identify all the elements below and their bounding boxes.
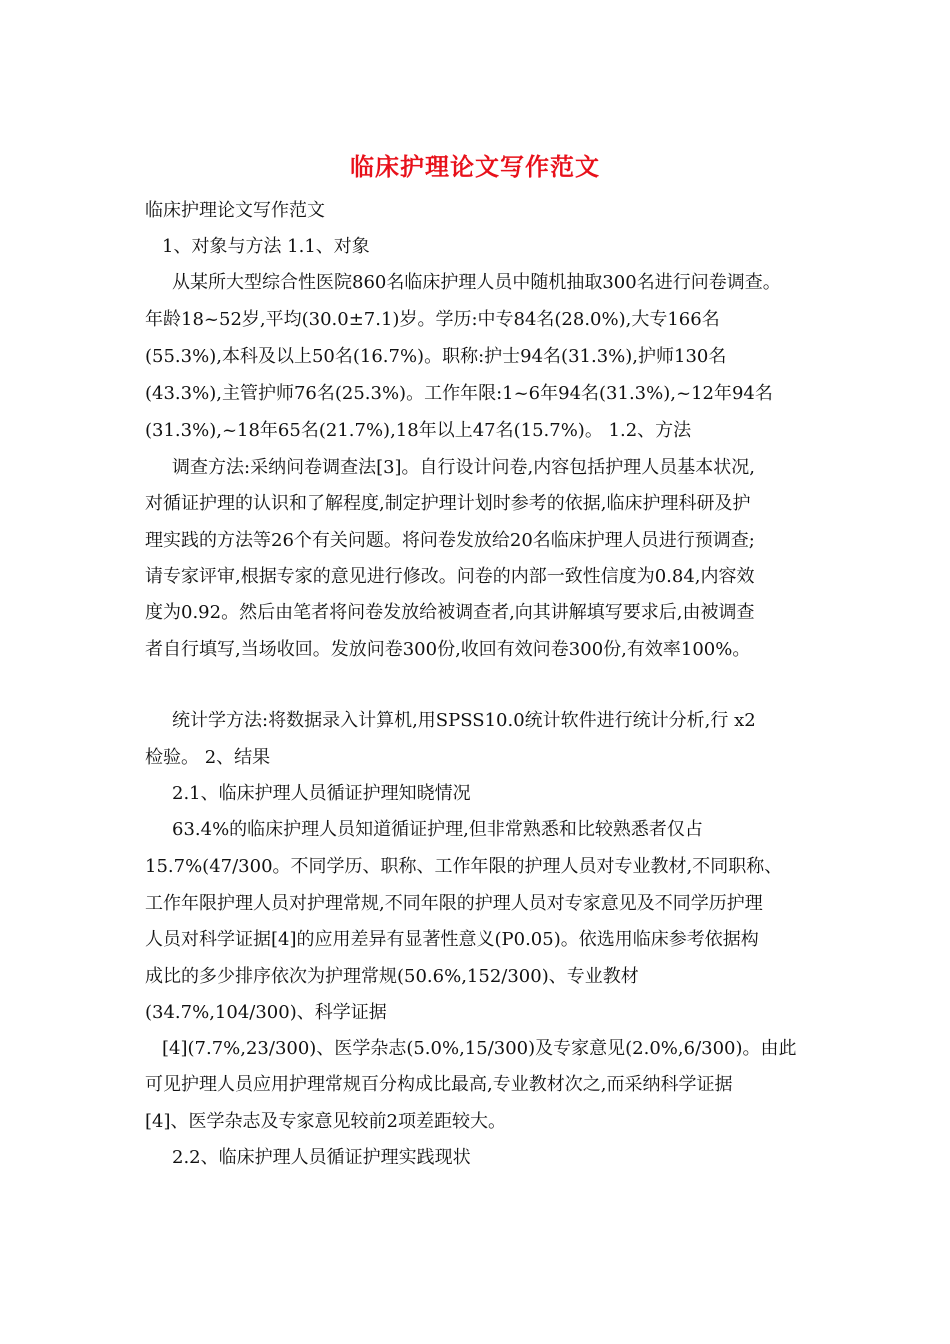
paragraph-line: (55.3%),本科及以上50名(16.7%)。职称:护士94名(31.3%),护师130名 [145, 346, 727, 367]
paragraph-line: 年龄18~52岁,平均(30.0±7.1)岁。学历:中专84名(28.0%),大专166名 [145, 309, 720, 330]
paragraph-line: 者自行填写,当场收回。发放问卷300份,收回有效问卷300份,有效率100%。 [145, 639, 751, 660]
paragraph-line: 工作年限护理人员对护理常规,不同年限的护理人员对专家意见及不同学历护理 [145, 893, 763, 914]
paragraph-line: 度为0.92。然后由笔者将问卷发放给被调查者,向其讲解填写要求后,由被调查 [145, 602, 755, 623]
paragraph-line: 检验。 2、结果 [145, 747, 271, 768]
paragraph-line: [4](7.7%,23/300)、医学杂志(5.0%,15/300)及专家意见(2.0%,6/300)。由此 [162, 1038, 797, 1059]
paragraph-line: 63.4%的临床护理人员知道循证护理,但非常熟悉和比较熟悉者仅占 [172, 819, 703, 840]
section-heading-line: 2.2、临床护理人员循证护理实践现状 [172, 1147, 471, 1168]
subtitle-line: 临床护理论文写作范文 [145, 200, 325, 221]
section-heading-line: 2.1、临床护理人员循证护理知晓情况 [172, 783, 471, 804]
paragraph-line: 成比的多少排序依次为护理常规(50.6%,152/300)、专业教材 [145, 966, 639, 987]
paragraph-line: 请专家评审,根据专家的意见进行修改。问卷的内部一致性信度为0.84,内容效 [145, 566, 755, 587]
paragraph-line: 从某所大型综合性医院860名临床护理人员中随机抽取300名进行问卷调查。 [172, 272, 781, 293]
section-heading-line: 1、对象与方法 1.1、对象 [162, 236, 370, 257]
paragraph-line: [4]、医学杂志及专家意见较前2项差距较大。 [145, 1111, 506, 1132]
paragraph-line: 15.7%(47/300。不同学历、职称、工作年限的护理人员对专业教材,不同职称、 [145, 856, 783, 877]
paragraph-line: 统计学方法:将数据录入计算机,用SPSS10.0统计软件进行统计分析,行 x2 [172, 710, 756, 731]
paragraph-line: 可见护理人员应用护理常规百分构成比最高,专业教材次之,而采纳科学证据 [145, 1074, 733, 1095]
paragraph-line: (43.3%),主管护师76名(25.3%)。工作年限:1~6年94名(31.3%),~12年94名 [145, 383, 773, 404]
paragraph-line: (34.7%,104/300)、科学证据 [145, 1002, 387, 1023]
document-title: 临床护理论文写作范文 [350, 152, 600, 181]
paragraph-line: 理实践的方法等26个有关问题。将问卷发放给20名临床护理人员进行预调查; [145, 530, 755, 551]
paragraph-line: 调查方法:采纳问卷调查法[3]。自行设计问卷,内容包括护理人员基本状况, [172, 457, 756, 478]
paragraph-line: 人员对科学证据[4]的应用差异有显著性意义(P0.05)。依选用临床参考依据构 [145, 929, 759, 950]
paragraph-line: 对循证护理的认识和了解程度,制定护理计划时参考的依据,临床护理科研及护 [145, 493, 751, 514]
paragraph-line: (31.3%),~18年65名(21.7%),18年以上47名(15.7%)。 1.2、方法 [145, 420, 692, 441]
